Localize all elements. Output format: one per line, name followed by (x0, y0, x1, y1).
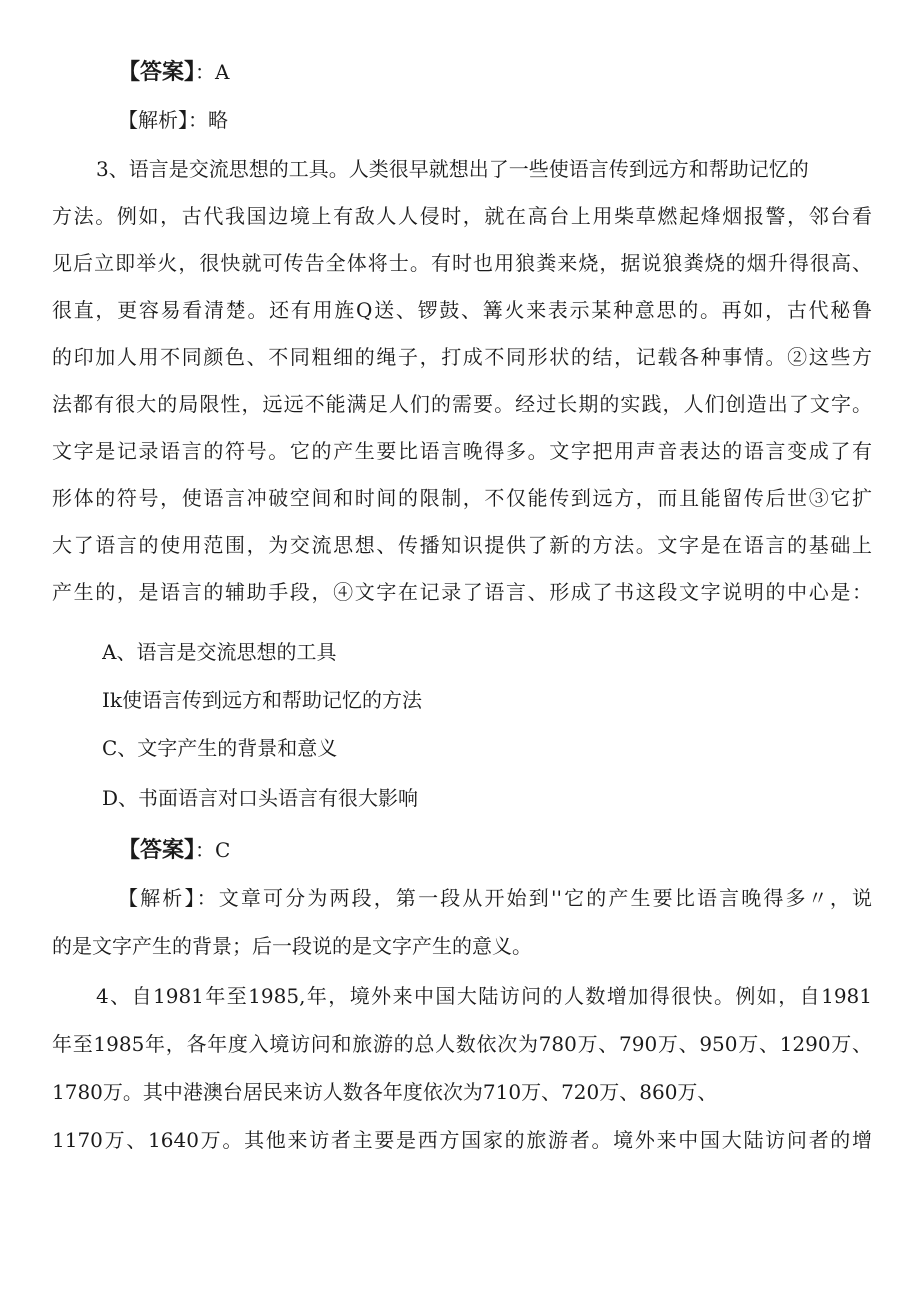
question-3-line-3: 见后立即举火，很快就可传告全体将士。有时也用狼粪来烧，据说狼粪烧的烟升得很高、 (52, 251, 872, 275)
analysis-tag: 【解析】 (118, 108, 188, 132)
analysis-line (118, 106, 920, 134)
question-3-line-1: 3、语言是交流思想的工具。人类很早就想出了一些使语言传到远方和帮助记忆的 (96, 157, 809, 181)
answer-tag: 【答案】 (118, 60, 196, 85)
question-4-line-1: 4、自1981年至1985,年，境外来中国大陆访问的人数增加得很快。例如，自1981 (96, 984, 872, 1008)
answer-line (118, 58, 920, 87)
question-3-line-10: 产生的，是语言的辅助手段，④文字在记录了语言、形成了书这段文字说明的中心是： (52, 580, 872, 604)
analysis-text: ：文章可分为两段，第一段从开始到''它的产生要比语言晚得多〃，说 (196, 886, 872, 910)
analysis-line-2: 的是文字产生的背景；后一段说的是文字产生的意义。 (52, 934, 532, 958)
question-3-line-2: 方法。例如，古代我国边境上有敌人人侵时，就在高台上用柴草燃起烽烟报警，邻台看 (52, 204, 872, 228)
option-a: A、语言是交流思想的工具 (102, 640, 337, 664)
analysis-value: ：略 (188, 108, 228, 132)
question-3-line-5: 的印加人用不同颜色、不同粗细的绳子，打成不同形状的结，记载各种事情。②这些方 (52, 345, 872, 369)
analysis-tag: 【解析】 (118, 886, 197, 910)
analysis-line (118, 884, 872, 912)
answer-tag: 【答案】 (118, 838, 196, 863)
option-d: D、书面语言对口头语言有很大影响 (102, 786, 419, 810)
option-c: C、文字产生的背景和意义 (102, 736, 338, 760)
question-3-line-6: 法都有很大的局限性，远远不能满足人们的需要。经过长期的实践，人们创造出了文字。 (52, 392, 872, 416)
answer-value: ：C (195, 838, 231, 862)
question-3-line-9: 大了语言的使用范围，为交流思想、传播知识提供了新的方法。文字是在语言的基础上 (52, 533, 872, 557)
question-4-line-3: 1780万。其中港澳台居民来访人数各年度依次为710万、720万、860万、 (52, 1080, 718, 1104)
question-4-line-4: 1170万、1640万。其他来访者主要是西方国家的旅游者。境外来中国大陆访问者的增 (52, 1128, 872, 1152)
answer-value: ：A (195, 60, 230, 84)
answer-line (118, 836, 920, 865)
question-4-line-2: 年至1985年，各年度入境访问和旅游的总人数依次为780万、790万、950万、1290万、 (52, 1032, 872, 1056)
question-3-line-7: 文字是记录语言的符号。它的产生要比语言晚得多。文字把用声音表达的语言变成了有 (52, 439, 872, 463)
option-b: Ik使语言传到远方和帮助记忆的方法 (102, 688, 423, 712)
question-3-line-4: 很直，更容易看清楚。还有用旌Q送、锣鼓、篝火来表示某种意思的。再如，古代秘鲁 (52, 298, 872, 322)
question-3-line-8: 形体的符号，使语言冲破空间和时间的限制，不仅能传到远方，而且能留传后世③它扩 (52, 486, 872, 510)
